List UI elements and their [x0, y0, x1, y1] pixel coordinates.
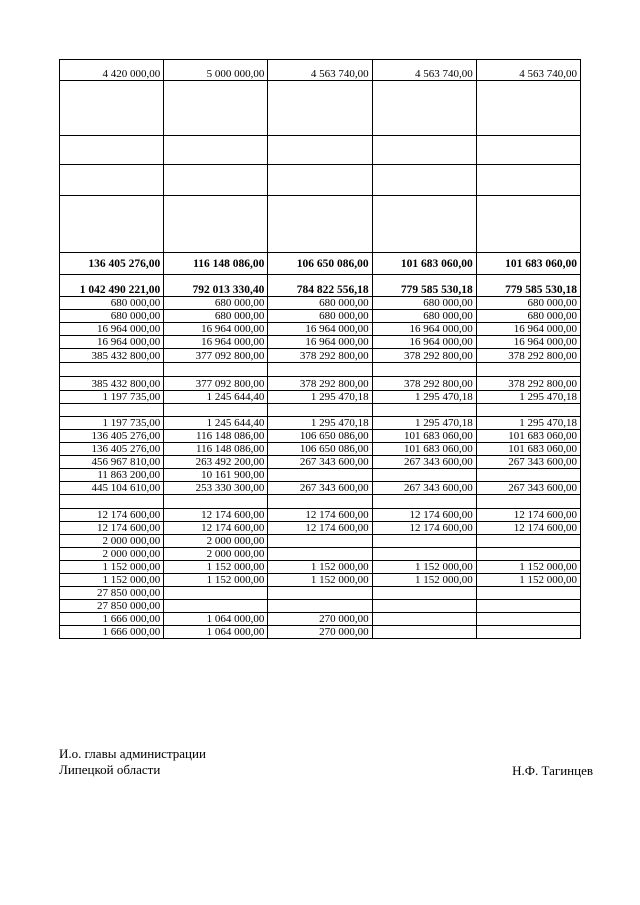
- table-cell: 680 000,00: [372, 297, 476, 310]
- table-cell: [476, 404, 580, 417]
- table-cell: [372, 136, 476, 165]
- table-row: [60, 548, 581, 561]
- table-cell: 101 683 060,00: [476, 253, 580, 275]
- table-row: [60, 136, 581, 165]
- table-cell: 1 295 470,18: [372, 391, 476, 404]
- table-cell: 12 174 600,00: [268, 509, 372, 522]
- table-cell: 1 197 735,00: [60, 417, 164, 430]
- table-cell: 378 292 800,00: [476, 349, 580, 363]
- table-cell: 1 295 470,18: [268, 417, 372, 430]
- table-cell: [476, 548, 580, 561]
- table-row: [60, 377, 581, 391]
- table-row: [60, 561, 581, 574]
- table-cell: 267 343 600,00: [372, 456, 476, 469]
- table-cell: 779 585 530,18: [372, 275, 476, 297]
- table-cell: [268, 535, 372, 548]
- table-cell: 1 295 470,18: [268, 391, 372, 404]
- table-cell: 12 174 600,00: [268, 522, 372, 535]
- table-cell: [476, 587, 580, 600]
- table-cell: 377 092 800,00: [164, 349, 268, 363]
- table-cell: [164, 196, 268, 253]
- table-cell: 680 000,00: [268, 310, 372, 323]
- table-cell: [60, 81, 164, 136]
- table-cell: [268, 600, 372, 613]
- table-cell: [372, 495, 476, 509]
- table-cell: 680 000,00: [164, 297, 268, 310]
- table-row: [60, 417, 581, 430]
- table-cell: [268, 165, 372, 196]
- table-cell: 267 343 600,00: [476, 482, 580, 495]
- table-row: [60, 60, 581, 81]
- table-cell: 16 964 000,00: [372, 336, 476, 349]
- table-cell: [476, 165, 580, 196]
- table-row: [60, 522, 581, 535]
- table-row: [60, 363, 581, 377]
- table-cell: [476, 626, 580, 639]
- table-cell: 1 245 644,40: [164, 417, 268, 430]
- table-cell: [268, 469, 372, 482]
- table-cell: [476, 81, 580, 136]
- table-cell: 680 000,00: [372, 310, 476, 323]
- table-cell: 267 343 600,00: [372, 482, 476, 495]
- table-cell: 12 174 600,00: [164, 509, 268, 522]
- table-cell: 136 405 276,00: [60, 430, 164, 443]
- table-cell: 4 420 000,00: [60, 60, 164, 81]
- table-row: [60, 600, 581, 613]
- table-cell: 16 964 000,00: [476, 323, 580, 336]
- table-cell: [164, 81, 268, 136]
- table-cell: [476, 363, 580, 377]
- signature-title-line1: И.о. главы администрации: [59, 746, 206, 761]
- table-cell: [268, 196, 372, 253]
- table-cell: 1 152 000,00: [372, 561, 476, 574]
- table-row: [60, 391, 581, 404]
- table-cell: 779 585 530,18: [476, 275, 580, 297]
- table-cell: [372, 196, 476, 253]
- table-cell: 1 152 000,00: [268, 561, 372, 574]
- table-cell: [372, 587, 476, 600]
- table-cell: 445 104 610,00: [60, 482, 164, 495]
- table-cell: [60, 495, 164, 509]
- table-cell: 1 295 470,18: [476, 391, 580, 404]
- table-cell: [372, 404, 476, 417]
- table-cell: 27 850 000,00: [60, 587, 164, 600]
- table-cell: [164, 363, 268, 377]
- table-cell: 16 964 000,00: [372, 323, 476, 336]
- table-cell: 16 964 000,00: [164, 336, 268, 349]
- table-cell: 267 343 600,00: [268, 456, 372, 469]
- table-cell: 16 964 000,00: [60, 336, 164, 349]
- table-row: [60, 253, 581, 275]
- table-cell: 1 245 644,40: [164, 391, 268, 404]
- table-cell: [268, 404, 372, 417]
- table-cell: 680 000,00: [476, 297, 580, 310]
- table-row: [60, 430, 581, 443]
- signature-name: Н.Ф. Тагинцев: [512, 763, 593, 778]
- table-row: [60, 81, 581, 136]
- table-cell: [268, 136, 372, 165]
- table-cell: 1 295 470,18: [372, 417, 476, 430]
- table-cell: [60, 363, 164, 377]
- table-cell: 11 863 200,00: [60, 469, 164, 482]
- table-cell: 16 964 000,00: [60, 323, 164, 336]
- table-cell: 27 850 000,00: [60, 600, 164, 613]
- table-cell: 378 292 800,00: [268, 377, 372, 391]
- table-cell: 680 000,00: [476, 310, 580, 323]
- table-cell: 385 432 800,00: [60, 349, 164, 363]
- table-cell: [476, 495, 580, 509]
- table-cell: [476, 136, 580, 165]
- table-cell: 4 563 740,00: [268, 60, 372, 81]
- table-cell: 792 013 330,40: [164, 275, 268, 297]
- table-cell: 101 683 060,00: [372, 253, 476, 275]
- table-cell: 263 492 200,00: [164, 456, 268, 469]
- table-cell: 680 000,00: [268, 297, 372, 310]
- table-row: [60, 495, 581, 509]
- table-cell: [268, 587, 372, 600]
- table-cell: 1 152 000,00: [164, 561, 268, 574]
- table-cell: 136 405 276,00: [60, 253, 164, 275]
- table-row: [60, 482, 581, 495]
- table-cell: 16 964 000,00: [476, 336, 580, 349]
- table-row: [60, 196, 581, 253]
- table-row: [60, 469, 581, 482]
- table-cell: 2 000 000,00: [164, 535, 268, 548]
- table-cell: 1 152 000,00: [164, 574, 268, 587]
- table-cell: 385 432 800,00: [60, 377, 164, 391]
- table-cell: 16 964 000,00: [164, 323, 268, 336]
- table-row: [60, 297, 581, 310]
- table-cell: [372, 535, 476, 548]
- table-cell: 116 148 086,00: [164, 253, 268, 275]
- table-cell: 378 292 800,00: [372, 377, 476, 391]
- table-row: [60, 349, 581, 363]
- table-cell: 116 148 086,00: [164, 443, 268, 456]
- table-cell: 16 964 000,00: [268, 336, 372, 349]
- table-cell: [268, 495, 372, 509]
- table-cell: 1 152 000,00: [60, 561, 164, 574]
- table-cell: 1 197 735,00: [60, 391, 164, 404]
- table-cell: 4 563 740,00: [476, 60, 580, 81]
- table-cell: 106 650 086,00: [268, 253, 372, 275]
- table-cell: 101 683 060,00: [372, 430, 476, 443]
- table-cell: 1 064 000,00: [164, 613, 268, 626]
- table-cell: 12 174 600,00: [60, 522, 164, 535]
- table-cell: 4 563 740,00: [372, 60, 476, 81]
- signature-position: [59, 746, 206, 778]
- table-cell: [164, 404, 268, 417]
- table-cell: 101 683 060,00: [476, 430, 580, 443]
- table-row: [60, 323, 581, 336]
- table-cell: [372, 81, 476, 136]
- table-cell: [268, 363, 372, 377]
- table-cell: [268, 81, 372, 136]
- table-cell: [372, 548, 476, 561]
- table-cell: 136 405 276,00: [60, 443, 164, 456]
- table-cell: [476, 469, 580, 482]
- table-cell: 377 092 800,00: [164, 377, 268, 391]
- table-cell: 12 174 600,00: [476, 509, 580, 522]
- table-row: [60, 626, 581, 639]
- table-cell: [164, 165, 268, 196]
- table-cell: [372, 600, 476, 613]
- table-row: [60, 443, 581, 456]
- table-cell: 267 343 600,00: [268, 482, 372, 495]
- table-cell: [476, 535, 580, 548]
- table-cell: 456 967 810,00: [60, 456, 164, 469]
- table-cell: 267 343 600,00: [476, 456, 580, 469]
- table-cell: 10 161 900,00: [164, 469, 268, 482]
- table-cell: 12 174 600,00: [164, 522, 268, 535]
- table-cell: [372, 613, 476, 626]
- budget-table-body: [60, 60, 581, 639]
- table-cell: 12 174 600,00: [60, 509, 164, 522]
- table-row: [60, 275, 581, 297]
- table-cell: 1 152 000,00: [372, 574, 476, 587]
- table-cell: 5 000 000,00: [164, 60, 268, 81]
- table-cell: [164, 600, 268, 613]
- budget-table: [59, 59, 581, 639]
- table-cell: 253 330 300,00: [164, 482, 268, 495]
- table-cell: 1 666 000,00: [60, 613, 164, 626]
- table-cell: 1 152 000,00: [476, 561, 580, 574]
- table-cell: 378 292 800,00: [268, 349, 372, 363]
- table-cell: [164, 495, 268, 509]
- table-cell: 680 000,00: [60, 297, 164, 310]
- table-cell: 1 152 000,00: [268, 574, 372, 587]
- table-cell: [372, 363, 476, 377]
- table-row: [60, 336, 581, 349]
- table-cell: 116 148 086,00: [164, 430, 268, 443]
- table-cell: 2 000 000,00: [60, 535, 164, 548]
- table-cell: [372, 469, 476, 482]
- table-cell: 12 174 600,00: [372, 522, 476, 535]
- table-cell: 12 174 600,00: [372, 509, 476, 522]
- table-cell: 1 666 000,00: [60, 626, 164, 639]
- table-cell: 1 042 490 221,00: [60, 275, 164, 297]
- table-cell: 106 650 086,00: [268, 430, 372, 443]
- table-cell: [476, 600, 580, 613]
- table-cell: 1 152 000,00: [60, 574, 164, 587]
- table-row: [60, 574, 581, 587]
- table-cell: 16 964 000,00: [268, 323, 372, 336]
- table-cell: 12 174 600,00: [476, 522, 580, 535]
- table-row: [60, 587, 581, 600]
- table-cell: [372, 165, 476, 196]
- table-cell: 1 064 000,00: [164, 626, 268, 639]
- table-cell: 2 000 000,00: [164, 548, 268, 561]
- table-cell: 101 683 060,00: [372, 443, 476, 456]
- table-cell: [164, 587, 268, 600]
- table-cell: 2 000 000,00: [60, 548, 164, 561]
- table-row: [60, 613, 581, 626]
- table-cell: [164, 136, 268, 165]
- table-cell: 680 000,00: [164, 310, 268, 323]
- table-cell: 101 683 060,00: [476, 443, 580, 456]
- table-cell: [60, 136, 164, 165]
- table-cell: [60, 404, 164, 417]
- table-row: [60, 456, 581, 469]
- table-cell: 784 822 556,18: [268, 275, 372, 297]
- table-row: [60, 165, 581, 196]
- table-cell: 1 152 000,00: [476, 574, 580, 587]
- table-row: [60, 310, 581, 323]
- signature-title-line2: Липецкой области: [59, 762, 161, 777]
- table-cell: [60, 165, 164, 196]
- table-cell: 378 292 800,00: [476, 377, 580, 391]
- table-cell: 270 000,00: [268, 613, 372, 626]
- table-cell: [476, 196, 580, 253]
- table-cell: 106 650 086,00: [268, 443, 372, 456]
- table-cell: 1 295 470,18: [476, 417, 580, 430]
- table-row: [60, 535, 581, 548]
- table-cell: [268, 548, 372, 561]
- table-cell: 270 000,00: [268, 626, 372, 639]
- table-row: [60, 404, 581, 417]
- table-cell: [372, 626, 476, 639]
- table-row: [60, 509, 581, 522]
- table-cell: [476, 613, 580, 626]
- table-cell: [60, 196, 164, 253]
- table-cell: 680 000,00: [60, 310, 164, 323]
- table-cell: 378 292 800,00: [372, 349, 476, 363]
